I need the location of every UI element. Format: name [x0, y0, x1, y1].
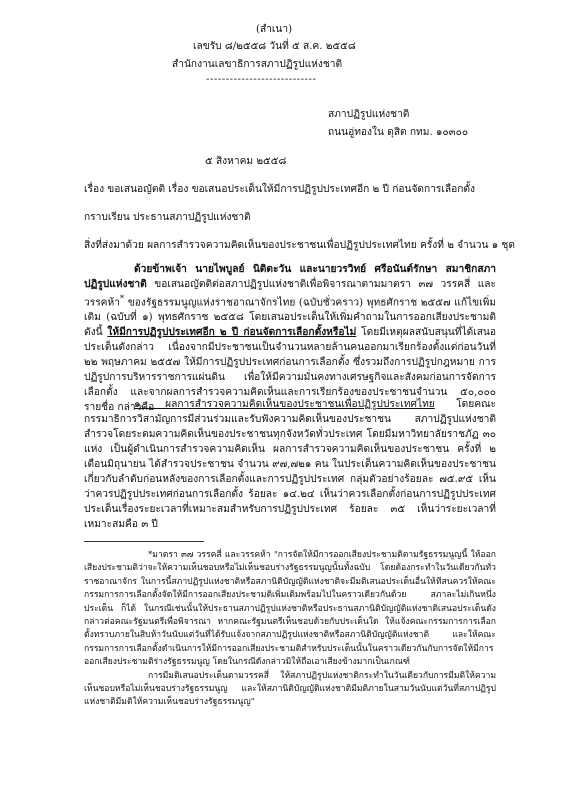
- footnote: [84, 549, 496, 710]
- body-paragraph-2: [84, 397, 496, 532]
- proposal-question: ให้มีการปฏิรูปประเทศอีก ๒ ปี ก่อนจัดการเลือกตั้งหรือไม่: [107, 326, 357, 339]
- received-number: เลขรับ ๘/๒๕๕๘ วันที่ ๕ ส.ค. ๒๕๕๘: [193, 41, 356, 52]
- copy-mark: (สำเนา): [256, 24, 293, 35]
- footnote-paragraph-1: *มาตรา ๓๗ วรรคสี่ และวรรคห้า "การจัดให้มีการออกเสียงประชามติตามรัฐธรรมนูญนี้ ให้ออกเสียงประชามติว่าจะให้ความเห็นชอบหรือไม่เห็นชอบร่างรัฐธรรมนูญนั้นทั้งฉบับ โดยต้องกระทำในวันเดียวกันทั่วราชอาณาจักร ในการนี้สภาปฏิรูปแห่งชาติหรือสภานิติบัญญัติแห่งชาติจะมีมติเสนอประเด็นอื่นให้ทีสนควรให้คณะกรรมการการเลือกตั้งจัดให้มีการออกเสียงประชามติเพิ่มเติมพร้อมไปในคราวเดียวกันด้วย สภาละไม่เกินหนึ่งประเด็น ก็ได้ ในกรณีเช่นนั้นให้ประธานสภาปฏิรูปแห่งชาติหรือประธานสภานิติบัญญัติแห่งชาติเสนอประเด็นดังกล่าวต่อคณะรัฐมนตรีเพื่อพิจารณา หากคณะรัฐมนตรีเห็นชอบด้วยกับประเด็นใด ให้แจ้งคณะกรรมการการเลือกตั้งทราบภายในสิบห้าวันนับแต่วันที่ได้รับแจ้งจากสภาปฏิรูปแห่งชาติหรือสภานิติบัญญัติแห่งชาติ และให้คณะกรรมการการเลือกตั้งดำเนินการให้มีการออกเสียงประชามติสำหรับประเด็นนั้นในคราวเดียวกันกับการจัดให้มีการออกเสียงประชามติร่างรัฐธรรมนูญ โดยในกรณีดังกล่าวมิให้ถือเอาเสียงข้างมากเป็นเกณฑ์: [84, 550, 496, 668]
- footnote-paragraph-2: การมีมติเสนอประเด็นตามวรรคสี่ ให้สภาปฏิรูปแห่งชาติกระทำในวันเดียวกับการมีมติให้ความเห็นชอบหรือไม่เห็นชอบร่างรัฐธรรมนูญ และให้สภานิติบัญญัติแห่งชาติมีมติภายในสามวันนับแต่วันที่สภาปฏิรูปแห่งชาติมีมติให้ความเห็นชอบร่างรัฐธรรมนูญ": [84, 670, 496, 708]
- proposers-text: ด้วยข้าพเจ้า นายไพบูลย์ นิติตะวัน และนายวรวิทย์ ศรีอนันต์รักษา สมาชิกสภาปฏิรูปแห่งชาติ: [84, 263, 496, 290]
- footnote-separator: [84, 541, 204, 542]
- survey-heading: ๑. ผลการสำรวจความคิดเห็นของประชาชนเพื่อปฏิรูปประเทศไทย: [134, 399, 435, 410]
- enclosure-line: สิ่งที่ส่งมาด้วย ผลการสำรวจความคิดเห็นของประชาชนเพื่อปฏิรูปประเทศไทย ครั้งที่ ๒ จำนวน ๑ ชุด: [84, 240, 515, 251]
- body-p1-part-c: โดยมีเหตุผลสนับสนุนที่ได้เสนอประเด็นดังกล่าว เนื่องจากมีประชาชนเป็นจำนวนหลายล้านคนออกมาเรียกร้องตั้งแต่ก่อนวันที่ ๒๒ พฤษภาคม ๒๕๕๗ ให้มีการปฏิรูปประเทศก่อนการเลือกตั้ง ซึ่งรวมถึงการปฏิรูปกฎหมาย การปฏิรูปการบริหารราชการแผ่นดิน เพื่อให้มีความมั่นคงทางเศรษฐกิจและสังคมก่อนการจัดการเลือกตั้ง และจากผลการสำรวจความคิดเห็นและการเรียกร้องของประชาชนจำนวน ๕๐,๐๐๐ รายชื่อ กล่าวคือ: [84, 327, 496, 414]
- subject-line: เรื่อง ขอเสนอญัตติ เรื่อง ขอเสนอประเด็นให้มีการปฏิรูปประเทศอีก ๒ ปี ก่อนจัดการเลือกตั้ง: [84, 184, 475, 195]
- salutation-line: กราบเรียน ประธานสภาปฏิรูปแห่งชาติ: [84, 212, 251, 223]
- body-p1-part-a: ขอเสนอญัตติต่อสภาปฏิรูปแห่งชาติเพื่อพิจารณาตามมาตรา ๓๗ วรรคสี่ และวรรคห้า: [84, 279, 496, 309]
- recipient-name: สภาปฏิรูปแห่งชาติ: [328, 109, 410, 120]
- header-divider: ----------------------------: [206, 74, 317, 85]
- body-p1-part-b: ของรัฐธรรมนูญแห่งราชอาณาจักรไทย (ฉบับชั่วคราว) พุทธศักราช ๒๕๕๗ แก้ไขเพิ่มเติม (ฉบับที่ ๑) พุทธศักราช ๒๕๕๘ โดยเสนอประเด็นให้เพิ่มคำถามในการออกเสียงประชามติ ดังนี้: [84, 297, 496, 339]
- body-paragraph-1: [84, 262, 496, 415]
- body-p2-text: โดยคณะกรรมาธิการวิสามัญการมีส่วนร่วมและรับฟังความคิดเห็นของประชาชน สภาปฏิรูปแห่งชาติ สำรวจโดยระดมความคิดเห็นของประชาชนทุกจังหวัดทั่วประเทศ โดยมีมหาวิทยาลัยราชภัฏ ๓๐ แห่ง เป็นผู้ดำเนินการสำรวจความคิดเห็น ผลการสำรวจความคิดเห็นของประชาชน ครั้งที่ ๒ เดือนมิถุนายน ได้สำรวจประชาชน จำนวน ๙๗,๗๒๑ คน ในประเด็นความคิดเห็นของประชาชนเกี่ยวกับลำดับก่อนหลังของการเลือกตั้งและการปฏิรูปประเทศ กลุ่มตัวอย่างร้อยละ ๗๕.๙๕ เห็นว่าควรปฏิรูปประเทศก่อนการเลือกตั้ง ร้อยละ ๑๔.๒๔ เห็นว่าควรเลือกตั้งก่อนการปฏิรูปประเทศ ประเด็นเรื่องระยะเวลาที่เหมาะสมสำหรับการปฏิรูปประเทศ ร้อยละ ๓๕ เห็นว่าระยะเวลาที่เหมาะสมคือ ๓ ปี: [84, 399, 496, 530]
- office-name: สำนักงานเลขาธิการสภาปฏิรูปแห่งชาติ: [172, 59, 343, 70]
- recipient-address: ถนนอู่ทองใน ดุสิต กทม. ๑๐๓๐๐: [328, 127, 469, 138]
- footnote-marker: *: [119, 294, 125, 304]
- document-date: ๕ สิงหาคม ๒๕๕๘: [205, 156, 287, 167]
